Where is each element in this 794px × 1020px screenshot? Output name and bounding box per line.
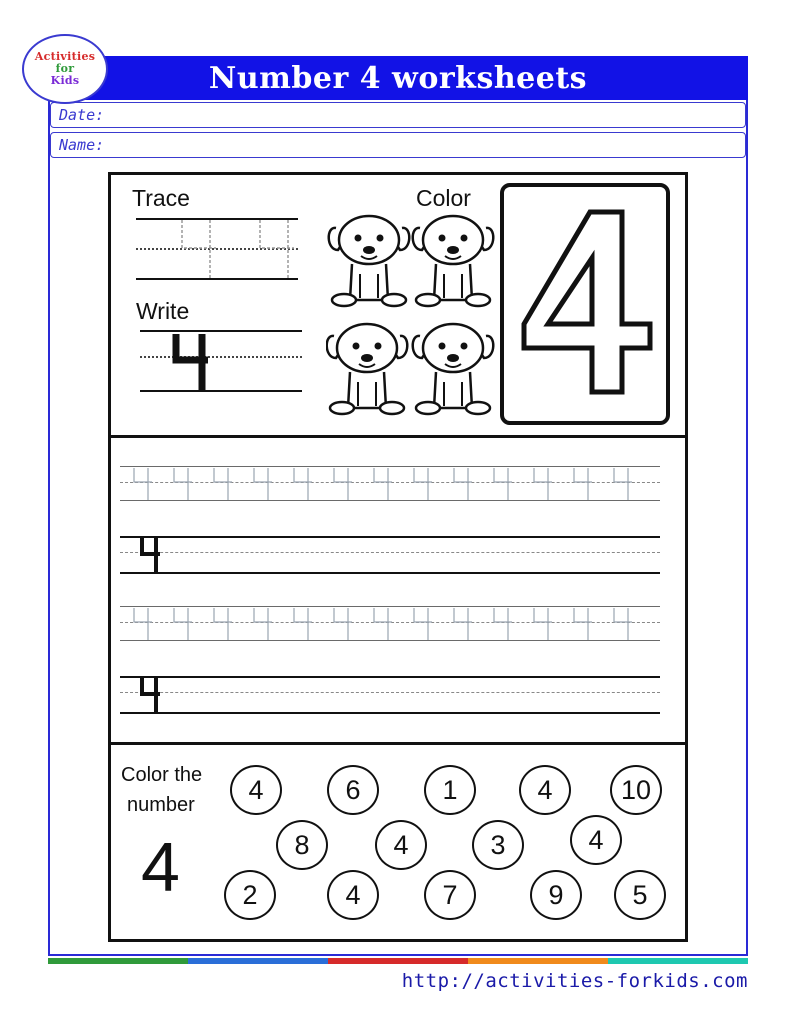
- write-top-line: [140, 330, 302, 332]
- trace-four-glyph[interactable]: [614, 608, 632, 640]
- trace-four-glyph[interactable]: [534, 468, 552, 500]
- trace-dotted-fours: [136, 218, 298, 280]
- trace-four-glyph[interactable]: [374, 468, 392, 500]
- number-circle[interactable]: 1: [424, 765, 476, 815]
- puppy-1[interactable]: [329, 216, 410, 306]
- trace-four-glyph[interactable]: [214, 608, 232, 640]
- number-circle[interactable]: 4: [519, 765, 571, 815]
- color-number-label-line2: number: [127, 794, 195, 816]
- number-circle[interactable]: 10: [610, 765, 662, 815]
- trace-four-glyph[interactable]: [614, 468, 632, 500]
- puppy-2[interactable]: [413, 216, 494, 306]
- color-bar-orange: [468, 958, 608, 964]
- name-field[interactable]: Name:: [50, 132, 746, 158]
- date-field[interactable]: Date:: [50, 102, 746, 128]
- color-bar-green: [48, 958, 188, 964]
- trace-four-glyph[interactable]: [494, 608, 512, 640]
- number-circle[interactable]: 3: [472, 820, 524, 870]
- section-divider-1: [108, 435, 688, 438]
- write-mid-line: [140, 356, 302, 358]
- trace-four-glyph[interactable]: [294, 468, 312, 500]
- trace-four-glyph[interactable]: [414, 608, 432, 640]
- trace-four-glyph[interactable]: [294, 608, 312, 640]
- big-number-four-outline[interactable]: [518, 208, 658, 398]
- color-label: Color: [416, 185, 471, 211]
- write-row-top-line: [120, 536, 660, 538]
- write-sample-four: [168, 330, 214, 392]
- trace-row-dotted-fours: [120, 606, 660, 642]
- logo-text-line1: Activities: [34, 50, 96, 63]
- write-row-sample-four: [138, 536, 168, 574]
- trace-four-glyph[interactable]: [254, 608, 272, 640]
- trace-four-glyph[interactable]: [214, 468, 232, 500]
- color-bar-blue: [188, 958, 328, 964]
- trace-four-glyph[interactable]: [334, 468, 352, 500]
- logo-text-line3: Kids: [50, 74, 80, 87]
- trace-four-glyph[interactable]: [174, 468, 192, 500]
- trace-row-dotted-fours: [120, 466, 660, 502]
- write-row-bottom-line: [120, 572, 660, 574]
- number-circle[interactable]: 4: [570, 815, 622, 865]
- number-circle[interactable]: 6: [327, 765, 379, 815]
- write-label: Write: [136, 298, 190, 324]
- number-circle[interactable]: 4: [327, 870, 379, 920]
- trace-four-glyph[interactable]: [254, 468, 272, 500]
- number-circle[interactable]: 4: [375, 820, 427, 870]
- trace-four-glyph[interactable]: [454, 468, 472, 500]
- number-circle[interactable]: 4: [230, 765, 282, 815]
- trace-four-glyph[interactable]: [334, 608, 352, 640]
- number-circle[interactable]: 7: [424, 870, 476, 920]
- page-title: Number 4 worksheets: [48, 56, 748, 100]
- trace-four-glyph[interactable]: [574, 468, 592, 500]
- logo-text-line2: for: [55, 62, 75, 75]
- trace-four-glyph[interactable]: [134, 468, 152, 500]
- section-divider-2: [108, 742, 688, 745]
- trace-four-glyph[interactable]: [374, 608, 392, 640]
- trace-four-glyph[interactable]: [494, 468, 512, 500]
- trace-four-glyph[interactable]: [574, 608, 592, 640]
- puppy-4[interactable]: [413, 324, 494, 414]
- trace-four-glyph[interactable]: [534, 608, 552, 640]
- number-circle[interactable]: 9: [530, 870, 582, 920]
- color-bar-red: [328, 958, 468, 964]
- color-bar-teal: [608, 958, 748, 964]
- trace-four-glyph[interactable]: [134, 608, 152, 640]
- trace-four-glyph[interactable]: [454, 608, 472, 640]
- number-circle[interactable]: 8: [276, 820, 328, 870]
- trace-label: Trace: [132, 185, 190, 211]
- number-circle[interactable]: 5: [614, 870, 666, 920]
- activities-for-kids-logo: [22, 34, 108, 104]
- write-bottom-line: [140, 390, 302, 392]
- trace-four-glyph[interactable]: [174, 608, 192, 640]
- write-row-mid-line: [120, 552, 660, 553]
- color-number-label-line1: Color the: [121, 764, 203, 786]
- number-circle[interactable]: 2: [224, 870, 276, 920]
- write-row-sample-four: [138, 676, 168, 714]
- puppy-group: [326, 210, 496, 430]
- write-row-bottom-line: [120, 712, 660, 714]
- footer-url[interactable]: http://activities-forkids.com: [401, 970, 748, 992]
- puppy-3[interactable]: [327, 324, 408, 414]
- write-row-mid-line: [120, 692, 660, 693]
- target-number: 4: [141, 828, 180, 906]
- trace-four-glyph[interactable]: [414, 468, 432, 500]
- write-row-top-line: [120, 676, 660, 678]
